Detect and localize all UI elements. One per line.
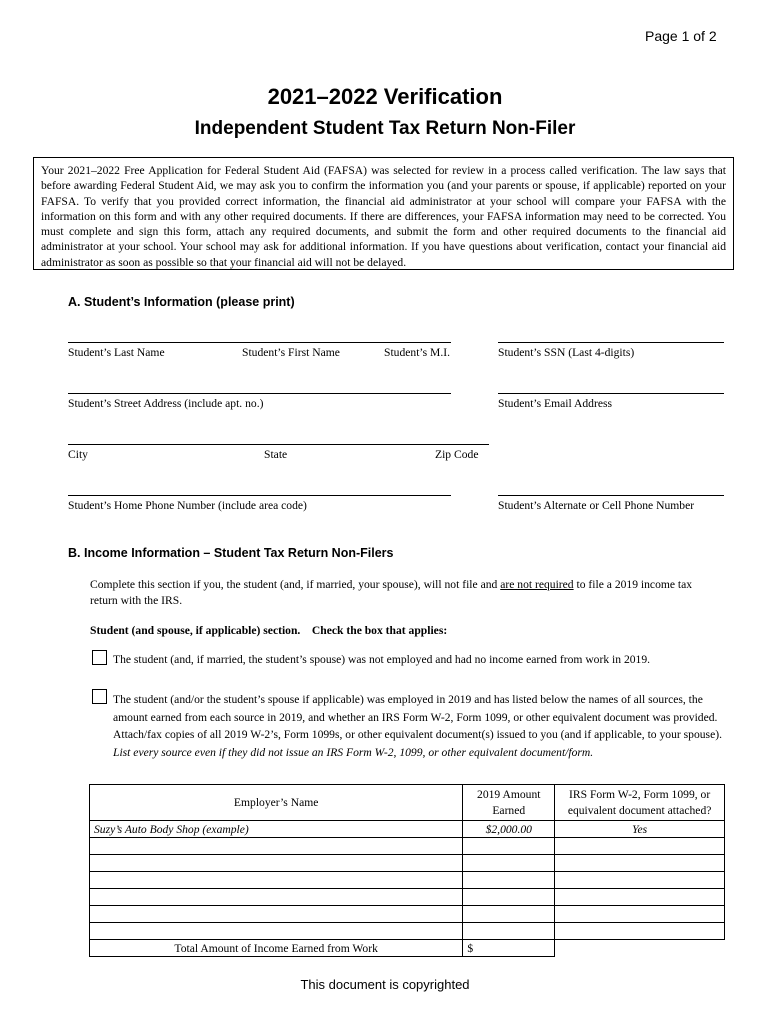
instructions-underline-text: are not required — [500, 578, 574, 591]
home-phone-label: Student’s Home Phone Number (include area code) — [68, 499, 307, 512]
form-subtitle: Independent Student Tax Return Non-Filer — [194, 118, 576, 139]
no-income-checkbox[interactable] — [92, 650, 107, 665]
state-label: State — [264, 448, 288, 461]
employer-cell[interactable] — [90, 872, 463, 889]
amount-cell[interactable] — [463, 906, 555, 923]
last-name-label: Student’s Last Name — [68, 346, 165, 359]
table-row-example — [90, 821, 725, 838]
instructions-text-end: to file a 2019 income tax return with the IRS. — [90, 578, 693, 607]
page-number: Page 1 of 2 — [645, 28, 717, 44]
doc-cell[interactable] — [555, 838, 725, 855]
table-row — [90, 838, 725, 855]
name-input-line[interactable] — [68, 342, 451, 343]
amount-cell[interactable] — [463, 889, 555, 906]
total-label-cell: Total Amount of Income Earned from Work — [90, 940, 463, 957]
copyright-footer: This document is copyrighted — [300, 977, 470, 992]
employed-option-body: The student (and/or the student’s spouse if applicable) was employed in 2019 and has listed below the names of all sources, the amount earned from each source in 2019, and whether an IRS Form W-2, Form 1099, or other equivalent document was provided. Attach/fax copies of all 2019 W-2’s, Form 1099s, or other equivalent document(s) issued to you (and if applicable, to your spouse). — [113, 693, 722, 741]
amount-earned-header: 2019 Amount Earned — [463, 785, 555, 821]
doc-cell[interactable] — [555, 872, 725, 889]
empty-cell — [555, 940, 725, 957]
form-title: 2021–2022 Verification — [267, 84, 503, 109]
no-income-option-text: The student (and, if married, the student’s spouse) was not employed and had no income earned from work in 2019. — [113, 653, 651, 666]
intro-box: Your 2021–2022 Free Application for Federal Student Aid (FAFSA) was selected for review in a process called verification. The law says that before awarding Federal Student Aid, we may ask you to confirm the information you (and your parents or spouse, if applicable) reported on your FAFSA. To verify that you provided correct information, the financial aid administrator at your school will compare your FAFSA with the information on this form and with any other required documents. If there are differences, your FAFSA information may need to be corrected. You must complete and sign this form, attach any required documents, and submit the form and other required documents to the financial aid administrator at your school. Your school may ask for additional information. If you have questions about verification, contact your financial aid administrator as soon as possible so that your financial aid will not be delayed. — [33, 157, 734, 270]
street-label: Student’s Street Address (include apt. no.) — [68, 397, 264, 410]
employer-cell[interactable] — [90, 906, 463, 923]
employer-cell[interactable] — [90, 855, 463, 872]
zip-label: Zip Code — [435, 448, 479, 461]
amount-cell[interactable] — [463, 838, 555, 855]
home-phone-input-line[interactable] — [68, 495, 451, 496]
alt-phone-label: Student’s Alternate or Cell Phone Number — [498, 499, 695, 512]
employer-cell[interactable] — [90, 923, 463, 940]
employed-checkbox[interactable] — [92, 689, 107, 704]
email-label: Student’s Email Address — [498, 397, 613, 410]
city-state-zip-input-line[interactable] — [68, 444, 489, 445]
doc-cell[interactable] — [555, 889, 725, 906]
table-row — [90, 855, 725, 872]
employer-cell[interactable] — [90, 889, 463, 906]
table-total-row — [90, 940, 725, 957]
city-label: City — [68, 448, 88, 461]
employed-option-italic-note: List every source even if they did not issue an IRS Form W-2, 1099, or other equivalent document/form. — [113, 745, 594, 759]
total-amount-cell[interactable]: $ — [463, 940, 555, 957]
document-attached-header: IRS Form W-2, Form 1099, or equivalent document attached? — [555, 785, 725, 821]
amount-cell[interactable] — [463, 923, 555, 940]
first-name-label: Student’s First Name — [242, 346, 340, 359]
mi-label: Student’s M.I. — [384, 346, 451, 359]
table-row — [90, 906, 725, 923]
employer-name-header: Employer’s Name — [90, 785, 463, 821]
doc-cell[interactable] — [555, 855, 725, 872]
amount-cell[interactable] — [463, 855, 555, 872]
doc-cell[interactable] — [555, 906, 725, 923]
email-input-line[interactable] — [498, 393, 724, 394]
instructions-text: Complete this section if you, the student (and, if married, your spouse), will not file and — [90, 578, 501, 591]
doc-cell[interactable] — [555, 923, 725, 940]
example-employer-cell: Suzy’s Auto Body Shop (example) — [90, 821, 463, 838]
amount-cell[interactable] — [463, 872, 555, 889]
table-header-row — [90, 785, 725, 821]
table-row — [90, 923, 725, 940]
section-b-instructions — [90, 577, 700, 608]
table-row — [90, 889, 725, 906]
income-table — [89, 784, 725, 957]
street-input-line[interactable] — [68, 393, 451, 394]
example-doc-cell: Yes — [555, 821, 725, 838]
ssn-label: Student’s SSN (Last 4-digits) — [498, 346, 635, 359]
check-box-heading: Student (and spouse, if applicable) section. Check the box that applies: — [90, 624, 448, 637]
alt-phone-input-line[interactable] — [498, 495, 724, 496]
ssn-input-line[interactable] — [498, 342, 724, 343]
section-b-heading: B. Income Information – Student Tax Return Non-Filers — [68, 546, 394, 560]
employed-option-text — [113, 691, 731, 761]
example-amount-cell: $2,000.00 — [463, 821, 555, 838]
section-a-heading: A. Student’s Information (please print) — [68, 295, 295, 309]
employer-cell[interactable] — [90, 838, 463, 855]
table-row — [90, 872, 725, 889]
